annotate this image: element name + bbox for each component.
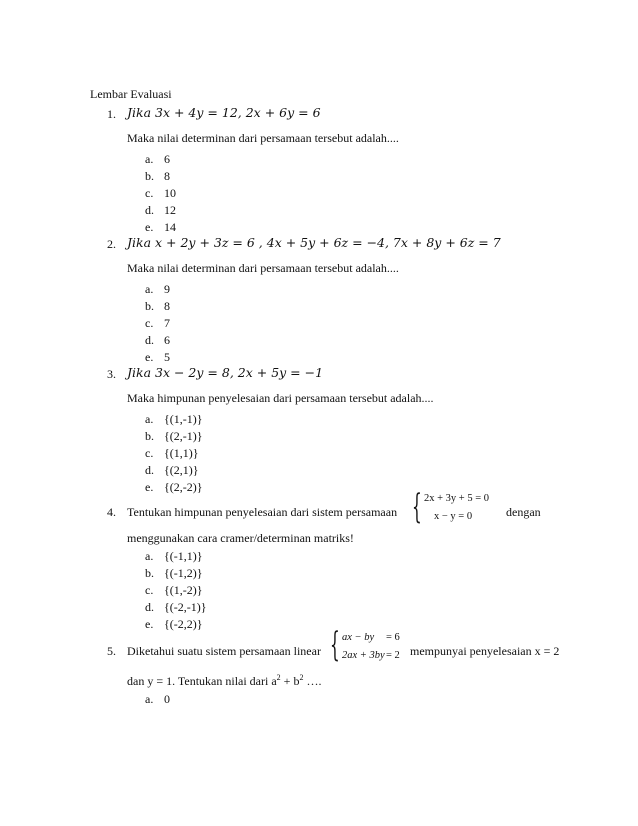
q4-system-eq-2: x − y = 0 — [434, 511, 473, 522]
q1-option-b: 8 — [164, 169, 170, 183]
q1-option-d: 12 — [164, 203, 176, 217]
q5-system-lhs-1: ax − by — [342, 632, 375, 643]
question-1-equation: Jika 3𝑥 + 4𝑦 = 12, 2𝑥 + 6𝑦 = 6 — [127, 105, 321, 120]
q2-option-c: 7 — [164, 316, 170, 330]
q3-option-b: {(2,-1)} — [164, 429, 203, 443]
q3-option-b-letter: b. — [145, 429, 154, 443]
q3-option-d: {(2,1)} — [164, 463, 199, 477]
q1-option-e: 14 — [164, 220, 176, 234]
q2-option-d: 6 — [164, 333, 170, 347]
question-4-number: 4. — [107, 505, 116, 519]
q3-option-a: {(1,-1)} — [164, 412, 203, 426]
q1-option-c: 10 — [164, 186, 176, 200]
q4-option-e: {(-2,2)} — [164, 617, 203, 631]
q5-system-lhs-2: 2ax + 3by — [342, 650, 385, 661]
question-5-text: Diketahui suatu sistem persamaan linear — [127, 644, 321, 658]
page-title: Lembar Evaluasi — [90, 87, 172, 101]
question-2-prompt: Maka nilai determinan dari persamaan tersebut adalah.... — [127, 261, 399, 275]
q5-continuation-c: …. — [303, 674, 322, 688]
q5-system-rhs-1: = 6 — [386, 632, 400, 643]
q5-option-a-letter: a. — [145, 692, 154, 706]
question-3-number: 3. — [107, 367, 116, 381]
q3-option-e: {(2,-2)} — [164, 480, 203, 494]
question-3-equation: Jika 3𝑥 − 2𝑦 = 8, 2𝑥 + 5𝑦 = −1 — [127, 365, 324, 380]
q1-option-d-letter: d. — [145, 203, 154, 217]
q3-option-c-letter: c. — [145, 446, 154, 460]
q5-option-a: 0 — [164, 692, 170, 706]
question-5-continuation — [127, 675, 321, 687]
q2-option-a: 9 — [164, 282, 170, 296]
question-1-number: 1. — [107, 107, 116, 121]
q4-option-d: {(-2,-1)} — [164, 600, 207, 614]
question-2-number: 2. — [107, 237, 116, 251]
q1-option-a-letter: a. — [145, 152, 154, 166]
q4-option-a: {(-1,1)} — [164, 549, 203, 563]
q4-option-a-letter: a. — [145, 549, 154, 563]
question-4-continuation: menggunakan cara cramer/determinan matriks! — [127, 531, 354, 545]
q1-option-e-letter: e. — [145, 220, 154, 234]
q2-option-e-letter: e. — [145, 350, 154, 364]
q4-option-e-letter: e. — [145, 617, 154, 631]
q3-option-e-letter: e. — [145, 480, 154, 494]
q5-system-rhs-2: = 2 — [386, 650, 400, 661]
question-4-text-after: dengan — [506, 505, 541, 519]
q4-option-c: {(1,-2)} — [164, 583, 203, 597]
q1-option-c-letter: c. — [145, 186, 154, 200]
question-4-text: Tentukan himpunan penyelesaian dari sistem persamaan — [127, 505, 398, 519]
q5-continuation-a: dan y = 1. Tentukan nilai dari a — [127, 674, 277, 688]
q4-system-brace: { — [412, 487, 422, 527]
q3-option-a-letter: a. — [145, 412, 154, 426]
q5-system-brace: { — [330, 625, 340, 665]
q3-option-d-letter: d. — [145, 463, 154, 477]
q2-option-e: 5 — [164, 350, 170, 364]
q4-option-c-letter: c. — [145, 583, 154, 597]
q2-option-c-letter: c. — [145, 316, 154, 330]
question-1-prompt: Maka nilai determinan dari persamaan tersebut adalah.... — [127, 131, 399, 145]
q2-option-a-letter: a. — [145, 282, 154, 296]
q1-option-b-letter: b. — [145, 169, 154, 183]
question-5-number: 5. — [107, 644, 116, 658]
q2-option-d-letter: d. — [145, 333, 154, 347]
q5-superscript-2: 2 — [299, 673, 304, 682]
question-3-prompt: Maka himpunan penyelesaian dari persamaan tersebut adalah.... — [127, 391, 434, 405]
q2-option-b: 8 — [164, 299, 170, 313]
q4-option-b-letter: b. — [145, 566, 154, 580]
q2-option-b-letter: b. — [145, 299, 154, 313]
question-5-text-after: mempunyai penyelesaian x = 2 — [410, 644, 560, 658]
q4-option-d-letter: d. — [145, 600, 154, 614]
question-2-equation: Jika 𝑥 + 2𝑦 + 3𝑧 = 6 , 4𝑥 + 5𝑦 + 6𝑧 = −4, 7𝑥 + 8𝑦 + 6𝑧 = 7 — [127, 235, 501, 250]
q5-superscript-1: 2 — [276, 673, 281, 682]
q1-option-a: 6 — [164, 152, 170, 166]
q4-option-b: {(-1,2)} — [164, 566, 203, 580]
q4-system-eq-1: 2x + 3y + 5 = 0 — [424, 493, 490, 504]
q5-continuation-b: + b — [280, 674, 300, 688]
q3-option-c: {(1,1)} — [164, 446, 199, 460]
